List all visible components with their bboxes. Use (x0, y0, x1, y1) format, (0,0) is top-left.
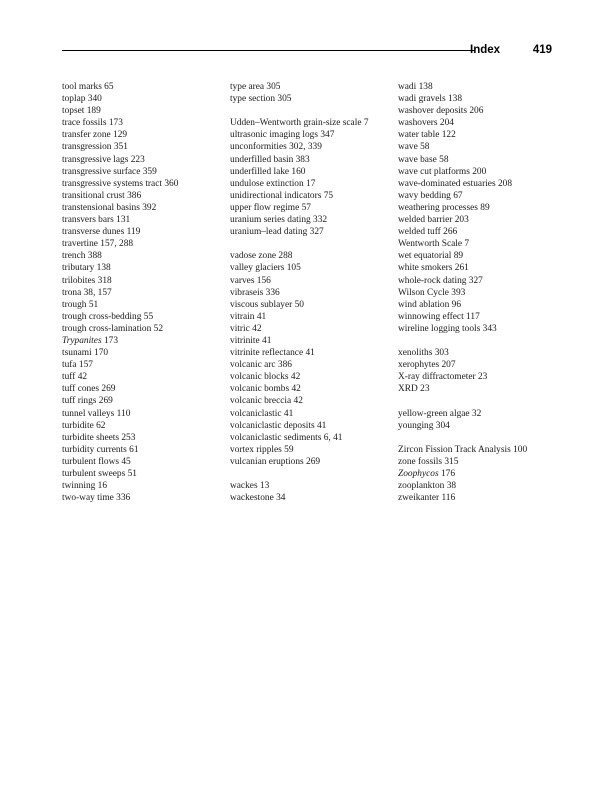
index-entry: turbidite sheets 253 (62, 432, 136, 443)
index-entry: water table 122 (398, 130, 456, 141)
index-entry: transgressive systems tract 360 (62, 178, 179, 189)
index-entry: transvers bars 131 (62, 215, 131, 226)
index-entry: toplap 340 (62, 94, 102, 105)
index-entry: Trypanites 173 (62, 335, 118, 346)
section-title: Index (470, 44, 501, 56)
index-entry: underfilled lake 160 (230, 166, 306, 177)
index-entry: tufa 157 (62, 360, 93, 371)
index-entry: volcaniclastic deposits 41 (230, 420, 327, 431)
index-entry: wave cut platforms 200 (398, 166, 487, 177)
index-entry: turbulent flows 45 (62, 456, 131, 467)
index-entry: transgressive lags 223 (62, 154, 145, 165)
index-entry: underfilled basin 383 (230, 154, 310, 165)
index-entry: volcanic blocks 42 (230, 372, 301, 383)
index-entry: vibraseis 336 (230, 287, 280, 298)
index-entry: volcanic bombs 42 (230, 384, 301, 395)
index-entry: tool marks 65 (62, 82, 114, 92)
index-entry: unidirectional indicators 75 (230, 190, 334, 201)
index-entry: trace fossils 173 (62, 118, 123, 129)
index-entry: trona 38, 157 (62, 287, 112, 298)
index-entry: volcanic arc 386 (230, 360, 292, 371)
section-gap (230, 105, 390, 117)
index-entry: winnowing effect 117 (398, 311, 480, 322)
index-entry: volcaniclastic sediments 6, 41 (230, 432, 343, 443)
index-entry: trough cross-lamination 52 (62, 323, 164, 334)
index-entry: wet equatorial 89 (398, 251, 464, 262)
index-entry: varves 156 (230, 275, 271, 286)
index-entry: uranium–lead dating 327 (230, 227, 324, 238)
index-entry: upper flow regime 57 (230, 202, 311, 213)
index-entry: tributary 138 (62, 263, 111, 274)
index-entry: xenoliths 303 (398, 348, 449, 359)
index-entry: volcaniclastic 41 (230, 408, 294, 419)
index-entry: vitrinite reflectance 41 (230, 348, 315, 359)
index-entry: wavy bedding 67 (398, 190, 463, 201)
index-entry: xerophytes 207 (398, 360, 456, 371)
index-entry: trench 388 (62, 251, 102, 262)
index-entry: X-ray diffractometer 23 (398, 372, 488, 383)
index-entry: topset 189 (62, 106, 101, 117)
index-column-2 (230, 81, 390, 504)
header-rule (62, 50, 474, 51)
index-entry: transtensional basins 392 (62, 202, 157, 213)
index-entry: welded tuff 266 (398, 227, 458, 238)
section-gap (398, 335, 568, 347)
index-entry: Zircon Fission Track Analysis 100 (398, 444, 528, 455)
index-entry: wackestone 34 (230, 493, 286, 504)
index-entry: turbidity currents 61 (62, 444, 139, 455)
index-entry: transverse dunes 119 (62, 227, 141, 238)
index-entry: vitric 42 (230, 323, 262, 334)
index-entry: XRD 23 (398, 384, 430, 395)
index-entry: yellow-green algae 32 (398, 408, 482, 419)
index-entry: valley glaciers 105 (230, 263, 301, 274)
index-entry: wackes 13 (230, 481, 270, 492)
index-entry: welded barrier 203 (398, 215, 469, 226)
index-entry: weathering processes 89 (398, 202, 490, 213)
index-entry: white smokers 261 (398, 263, 469, 274)
index-entry: wadi gravels 138 (398, 94, 463, 105)
index-entry: zooplankton 38 (398, 481, 457, 492)
index-entry: wireline logging tools 343 (398, 323, 497, 334)
index-entry: turbulent sweeps 51 (62, 469, 137, 479)
index-entry: type area 305 (230, 82, 281, 92)
index-entry: tuff rings 269 (62, 396, 113, 407)
index-entry: volcanic breccia 42 (230, 396, 303, 407)
index-entry: viscous sublayer 50 (230, 299, 304, 310)
index-column-3 (398, 81, 568, 504)
index-entry: travertine 157, 288 (62, 239, 134, 250)
index-entry: Wentworth Scale 7 (398, 239, 470, 250)
index-entry: type section 305 (230, 94, 292, 105)
index-entry: transitional crust 386 (62, 190, 142, 201)
index-entry: tuff 42 (62, 372, 88, 383)
index-column-1 (62, 81, 222, 504)
index-entry: vitrinite 41 (230, 335, 272, 346)
index-entry: tsunami 170 (62, 348, 109, 359)
index-entry: washovers 204 (398, 118, 454, 129)
index-entry: vadose zone 288 (230, 251, 293, 262)
index-entry: twinning 16 (62, 481, 108, 492)
index-entry: vulcanian eruptions 269 (230, 456, 321, 467)
section-gap (398, 395, 568, 407)
index-entry: vitrain 41 (230, 311, 267, 322)
index-entry: ultrasonic imaging logs 347 (230, 130, 335, 141)
index-entry: whole-rock dating 327 (398, 275, 483, 286)
index-entry: wind ablation 96 (398, 299, 462, 310)
index-entry: younging 304 (398, 420, 450, 431)
index-entry: Zoophycos 176 (398, 469, 456, 479)
index-entry: zone fossils 315 (398, 456, 459, 467)
index-entry: wave base 58 (398, 154, 449, 165)
index-entry: undulose extinction 17 (230, 178, 316, 189)
section-gap (398, 432, 568, 444)
index-entry: transfer zone 129 (62, 130, 128, 141)
index-entry: tunnel valleys 110 (62, 408, 131, 419)
index-entry: wadi 138 (398, 82, 433, 92)
running-head (470, 44, 552, 56)
index-entry: trough cross-bedding 55 (62, 311, 154, 322)
index-entry: transgression 351 (62, 142, 128, 153)
index-entry: two-way time 336 (62, 493, 131, 504)
index-entry: wave-dominated estuaries 208 (398, 178, 513, 189)
index-entry: unconformities 302, 339 (230, 142, 322, 153)
index-entry: Udden–Wentworth grain-size scale 7 (230, 118, 369, 129)
index-entry: trilobites 318 (62, 275, 112, 286)
index-entry: washover deposits 206 (398, 106, 484, 117)
page-number: 419 (532, 44, 552, 56)
index-entry: zweikanter 116 (398, 493, 456, 504)
index-entry: transgressive surface 359 (62, 166, 157, 177)
section-gap (230, 468, 390, 480)
index-entry: vortex ripples 59 (230, 444, 294, 455)
index-entry: trough 51 (62, 299, 99, 310)
index-entry: wave 58 (398, 142, 430, 153)
index-entry: tuff cones 269 (62, 384, 116, 395)
index-entry: Wilson Cycle 393 (398, 287, 466, 298)
index-entry: uranium series dating 332 (230, 215, 328, 226)
section-gap (230, 238, 390, 250)
index-entry: turbidite 62 (62, 420, 106, 431)
